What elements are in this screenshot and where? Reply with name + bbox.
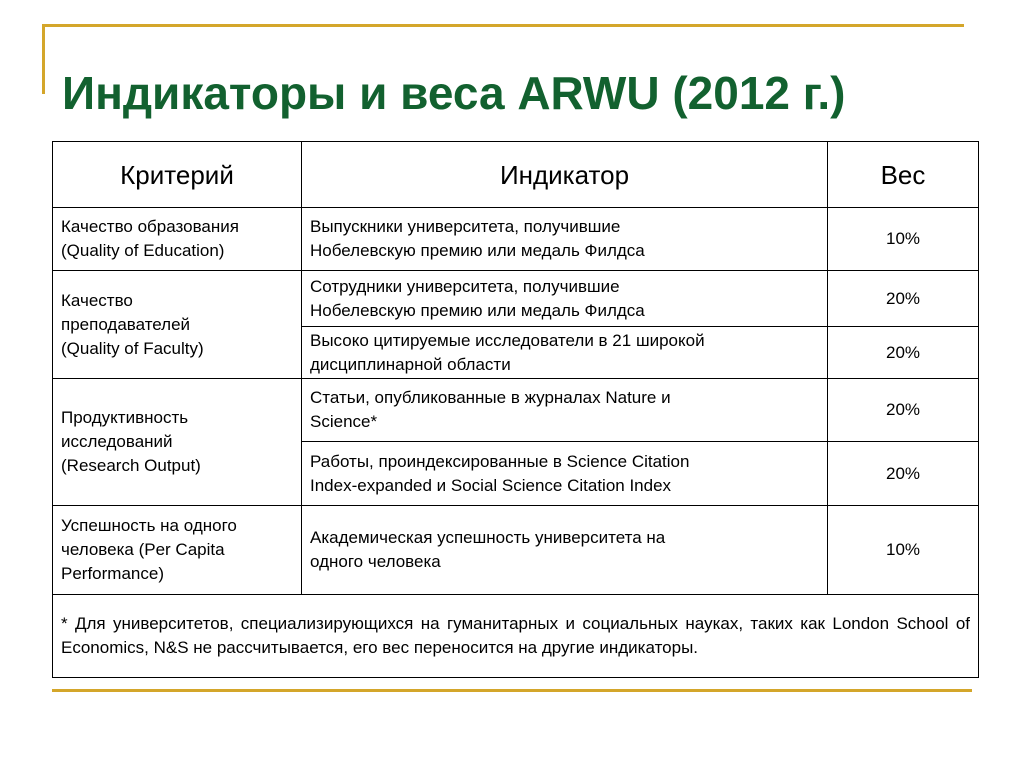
weight-cell: 10% <box>828 506 979 595</box>
indicator-line: дисциплинарной области <box>310 354 511 374</box>
criterion-education <box>53 208 302 271</box>
weight-cell: 20% <box>828 327 979 379</box>
indicator-cell <box>302 379 828 442</box>
header-indicator: Индикатор <box>302 142 828 208</box>
indicator-cell <box>302 271 828 327</box>
criterion-line: Performance) <box>61 564 164 583</box>
criterion-research <box>53 379 302 506</box>
indicator-line: Index-expanded и Social Science Citation Index <box>310 475 672 495</box>
header-criterion: Критерий <box>53 142 302 208</box>
indicator-cell <box>302 208 828 271</box>
indicator-line: Нобелевскую премию или медаль Филдса <box>310 300 645 320</box>
indicator-line: одного человека <box>310 552 441 571</box>
criterion-line: Качество <box>61 290 133 310</box>
table-row <box>53 379 979 442</box>
indicator-cell <box>302 442 828 506</box>
table-header-row <box>53 142 979 208</box>
weight-cell: 20% <box>828 271 979 327</box>
criterion-line: Успешность на одного <box>61 516 237 535</box>
criterion-per-capita <box>53 506 302 595</box>
decorative-top-line <box>42 24 964 27</box>
table-row <box>53 208 979 271</box>
weight-cell: 10% <box>828 208 979 271</box>
criterion-line: Продуктивность <box>61 408 189 427</box>
criterion-line: человека (Per Capita <box>61 540 225 559</box>
indicator-line: Работы, проиндексированные в Science Citation <box>310 451 690 471</box>
indicator-line: Академическая успешность университета на <box>310 528 666 547</box>
criterion-faculty <box>53 271 302 379</box>
indicator-line: Сотрудники университета, получившие <box>310 276 620 296</box>
decorative-bottom-line <box>52 689 972 692</box>
criterion-line: Качество образования <box>61 217 239 236</box>
indicator-line: Science* <box>310 412 378 431</box>
indicator-line: Нобелевскую премию или медаль Филдса <box>310 241 645 260</box>
footnote-row <box>53 595 979 678</box>
criterion-line: исследований <box>61 432 173 451</box>
criterion-line: (Quality of Faculty) <box>61 338 204 358</box>
indicator-line: Высоко цитируемые исследователи в 21 широкой <box>310 330 705 350</box>
footnote: * Для университетов, специализирующихся на гуманитарных и социальных науках, таких как London School of Economics, N&S не рассчитывается, его вес переносится на другие индикаторы. <box>53 595 979 678</box>
table-row <box>53 271 979 327</box>
indicator-line: Выпускники университета, получившие <box>310 217 621 236</box>
criterion-line: (Research Output) <box>61 456 201 475</box>
arwu-indicators-table <box>52 141 979 678</box>
weight-cell: 20% <box>828 379 979 442</box>
indicator-cell <box>302 506 828 595</box>
indicator-line: Статьи, опубликованные в журналах Nature и <box>310 388 671 407</box>
table-row <box>53 506 979 595</box>
header-weight: Вес <box>828 142 979 208</box>
criterion-line: преподавателей <box>61 314 191 334</box>
indicator-cell <box>302 327 828 379</box>
weight-cell: 20% <box>828 442 979 506</box>
criterion-line: (Quality of Education) <box>61 241 225 260</box>
slide-title: Индикаторы и веса ARWU (2012 г.) <box>62 67 846 119</box>
decorative-vertical-line <box>42 24 45 94</box>
